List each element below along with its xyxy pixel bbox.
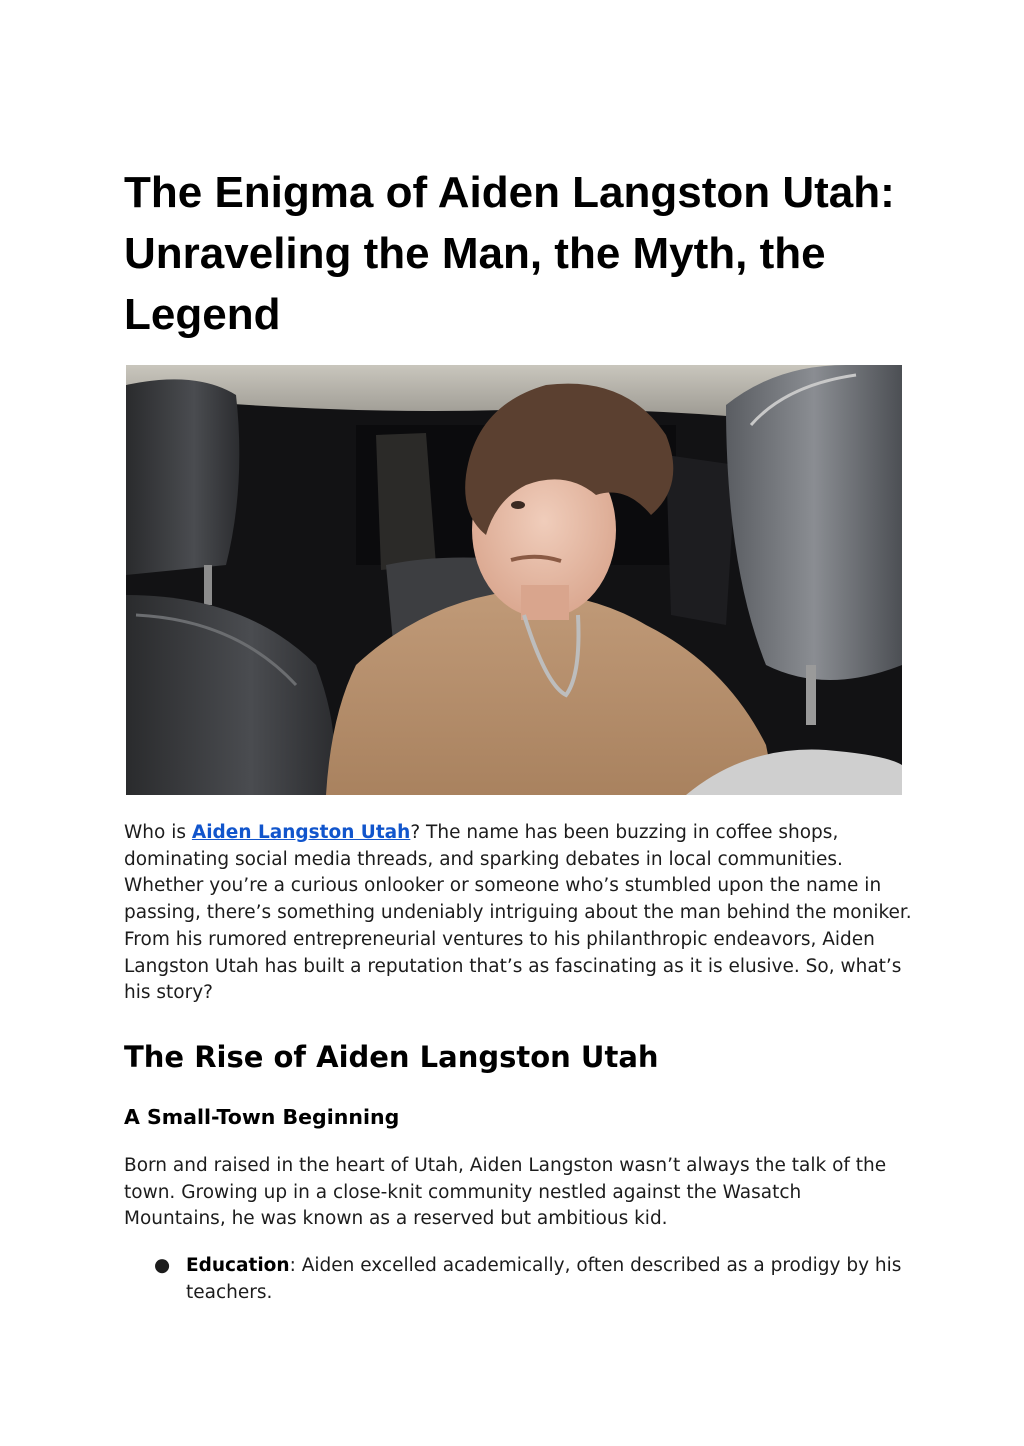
list-item-term: Education <box>186 1255 290 1276</box>
aiden-langston-utah-link[interactable]: Aiden Langston Utah <box>191 822 411 843</box>
subsection-heading: A Small-Town Beginning <box>124 1105 400 1129</box>
list-item-text: : Aiden excelled academically, often described as a prodigy by his teachers. <box>186 1255 902 1303</box>
bullet-marker: ● <box>154 1255 171 1276</box>
intro-prefix: Who is <box>124 822 192 843</box>
list-item <box>124 1253 904 1306</box>
article-title: The Enigma of Aiden Langston Utah: Unraveling the Man, the Myth, the Legend <box>124 168 895 339</box>
body-paragraph: Born and raised in the heart of Utah, Aiden Langston wasn’t always the talk of the town. Growing up in a close-knit community nestled against the Wasatch Mountains, he was known as a reserved but ambitious kid. <box>124 1155 887 1230</box>
intro-paragraph <box>124 820 914 1007</box>
article-photo <box>126 365 902 795</box>
intro-text: ? The name has been buzzing in coffee shops, dominating social media threads, and sparking debates in local communities. Whether you’re a curious onlooker or someone who’s stumbled upon the name in passing, there’s something undeniably intriguing about the man behind the moniker. From his rumored entrepreneurial ventures to his philanthropic endeavors, Aiden Langston Utah has built a reputation that’s as fascinating as it is elusive. So, what’s his story? <box>124 822 912 1004</box>
section-heading: The Rise of Aiden Langston Utah <box>124 1040 659 1074</box>
bullet-list <box>124 1253 904 1306</box>
